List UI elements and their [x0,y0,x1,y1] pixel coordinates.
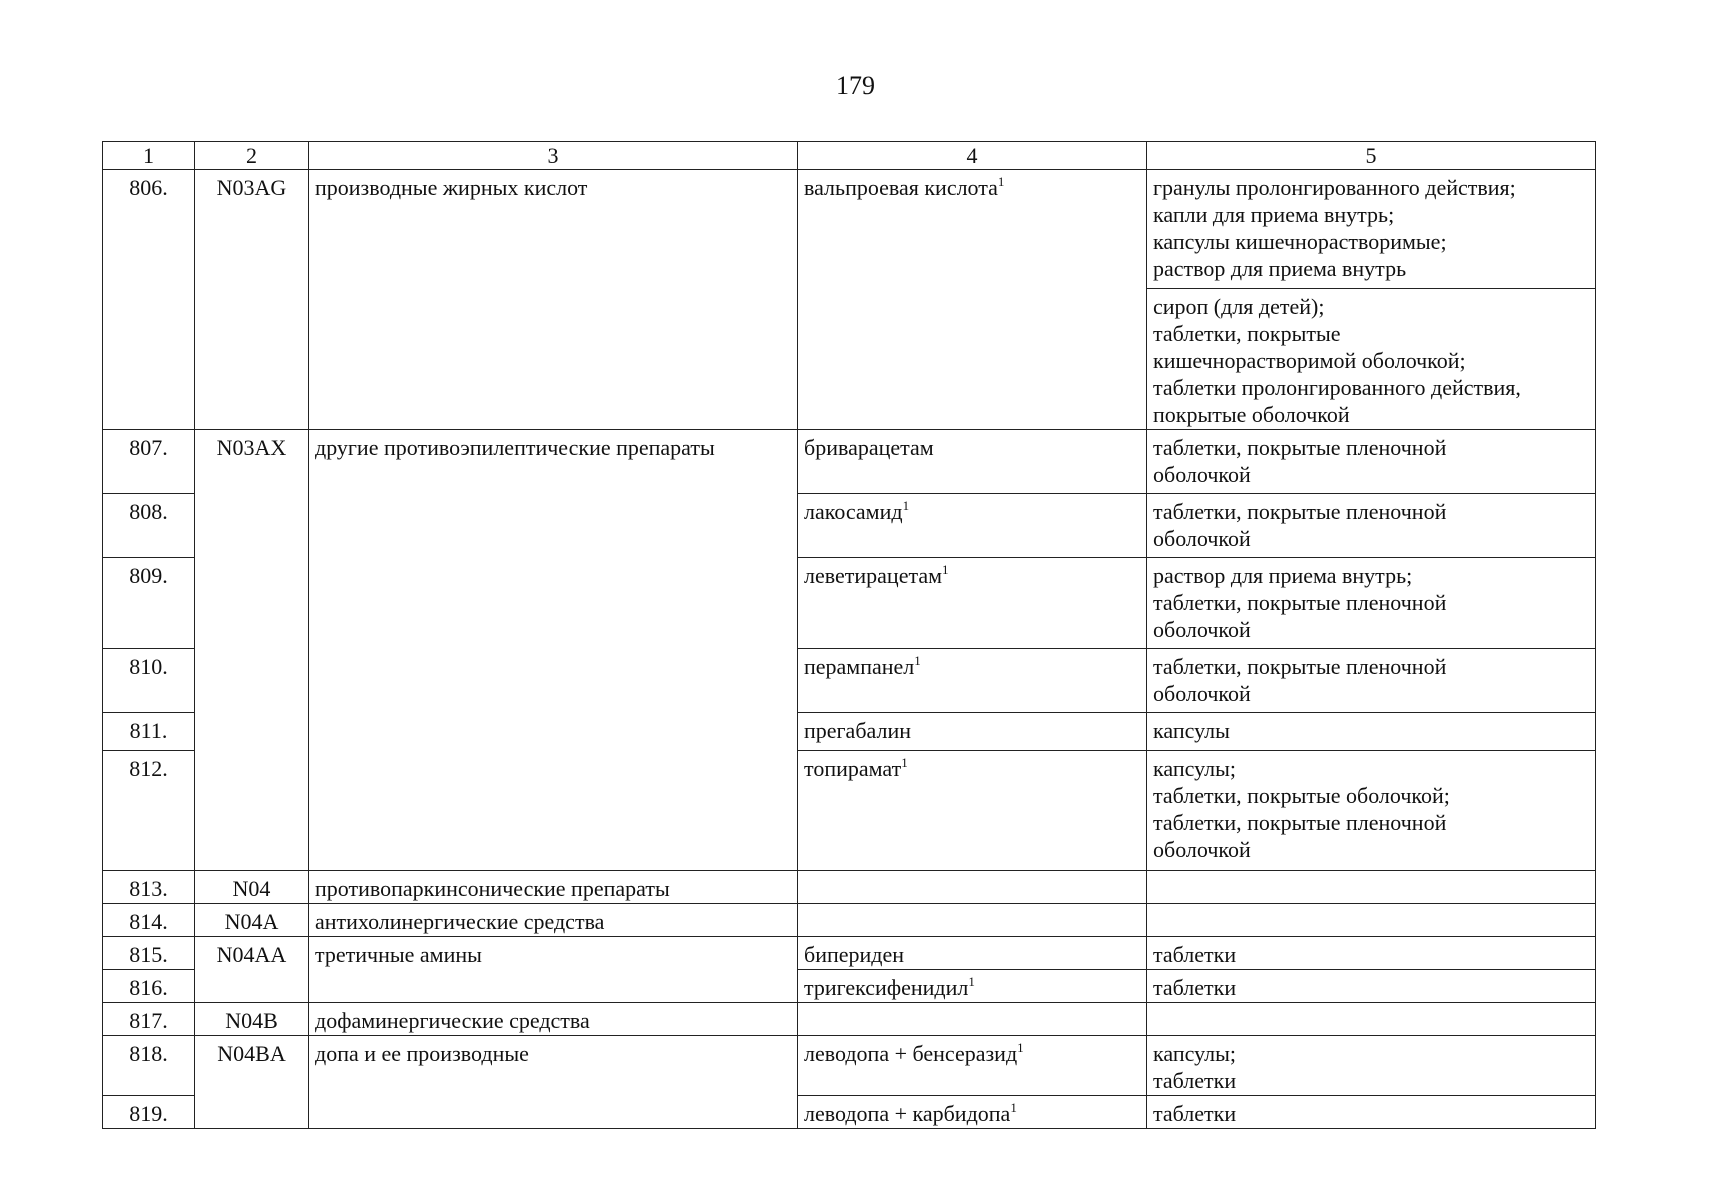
drug-name [798,1096,1147,1129]
footnote-mark: 1 [942,562,949,577]
table-row [103,170,1596,289]
dosage-form: капсулы; [1153,756,1236,781]
drug-name-text: леводопа + бенсеразид [804,1041,1018,1066]
row-number: 819. [103,1096,195,1129]
drug-name [798,713,1147,751]
drug-name [798,1036,1147,1096]
drug-name [798,970,1147,1003]
column-header: 2 [195,142,309,170]
dosage-form: таблетки, покрытые пленочной [1153,499,1447,524]
dosage-form: таблетки, покрытые пленочной [1153,810,1447,835]
dosage-forms [1147,430,1596,494]
dosage-form: таблетки [1153,975,1237,1000]
dosage-form: таблетки, покрытые оболочкой; [1153,783,1450,808]
dosage-form: таблетки пролонгированного действия, [1153,375,1521,400]
row-number: 812. [103,751,195,871]
drug-name-text: бриварацетам [804,435,934,460]
dosage-form: оболочкой [1153,681,1251,706]
dosage-forms [1147,751,1596,871]
drug-name [798,170,1147,430]
drug-name [798,937,1147,970]
dosage-forms [1147,904,1596,937]
dosage-form: таблетки [1153,942,1237,967]
page-number: 179 [836,71,875,100]
drug-name-text: леводопа + карбидопа [804,1101,1011,1126]
group-name: дофаминергические средства [309,1003,798,1036]
dosage-forms [1147,937,1596,970]
drug-name [798,1003,1147,1036]
drug-name-text: вальпроевая кислота [804,175,998,200]
dosage-form: оболочкой [1153,526,1251,551]
dosage-form: кишечнорастворимой оболочкой; [1153,348,1466,373]
dosage-form: оболочкой [1153,462,1251,487]
dosage-form: капсулы; [1153,1041,1236,1066]
drug-name [798,751,1147,871]
atc-code: N04AA [195,937,309,1003]
footnote-mark: 1 [914,653,921,668]
group-name: антихолинергические средства [309,904,798,937]
row-number: 806. [103,170,195,430]
table-row [103,871,1596,904]
drug-name-text: тригексифенидил [804,975,969,1000]
column-header: 4 [798,142,1147,170]
row-number: 816. [103,970,195,1003]
drug-name [798,494,1147,558]
dosage-form: таблетки [1153,1101,1237,1126]
group-name: допа и ее производные [309,1036,798,1129]
group-name: противопаркинсонические препараты [309,871,798,904]
dosage-form: раствор для приема внутрь; [1153,563,1413,588]
drug-name-text: леветирацетам [804,563,943,588]
group-name: производные жирных кислот [309,170,798,430]
row-number: 818. [103,1036,195,1096]
drug-name-text: бипериден [804,942,905,967]
footnote-mark: 1 [902,498,910,513]
dosage-forms [1147,713,1596,751]
row-number: 815. [103,937,195,970]
row-number: 809. [103,558,195,649]
dosage-form: покрытые оболочкой [1153,402,1350,427]
drug-name-text: лакосамид [804,499,903,524]
drug-name [798,558,1147,649]
column-header: 1 [103,142,195,170]
dosage-forms [1147,649,1596,713]
footnote-mark: 1 [1017,1040,1024,1055]
dosage-forms [1147,871,1596,904]
footnote-mark: 1 [968,974,975,989]
footnote-mark: 1 [997,174,1005,189]
row-number: 807. [103,430,195,494]
dosage-form: капсулы [1153,718,1230,743]
atc-code: N04 [195,871,309,904]
table-row [103,430,1596,494]
dosage-form: таблетки [1153,1068,1237,1093]
table-row [103,937,1596,970]
drug-name [798,430,1147,494]
footnote-mark: 1 [1010,1100,1017,1115]
table-row [103,1036,1596,1096]
dosage-form: гранулы пролонгированного действия; [1153,175,1516,200]
column-header: 5 [1147,142,1596,170]
drug-name [798,649,1147,713]
drug-name-text: перампанел [804,654,915,679]
atc-code: N03AG [195,170,309,430]
row-number: 817. [103,1003,195,1036]
atc-code: N04BA [195,1036,309,1129]
atc-code: N03AX [195,430,309,871]
drug-name-text: топирамат [804,756,902,781]
dosage-forms [1147,494,1596,558]
column-header: 3 [309,142,798,170]
dosage-forms [1147,170,1596,289]
dosage-form: оболочкой [1153,837,1251,862]
dosage-forms [1147,558,1596,649]
drug-name-text: прегабалин [804,718,912,743]
dosage-forms [1147,1036,1596,1096]
dosage-form: таблетки, покрытые пленочной [1153,435,1447,460]
row-number: 814. [103,904,195,937]
dosage-forms [1147,289,1596,430]
dosage-forms [1147,1003,1596,1036]
atc-code: N04B [195,1003,309,1036]
drug-name [798,871,1147,904]
dosage-form: сироп (для детей); [1153,294,1325,319]
footnote-mark: 1 [901,755,908,770]
row-number: 813. [103,871,195,904]
group-name: другие противоэпилептические препараты [309,430,798,871]
dosage-form: таблетки, покрытые [1153,321,1341,346]
row-number: 810. [103,649,195,713]
dosage-form: таблетки, покрытые пленочной [1153,590,1447,615]
table-row [103,1003,1596,1036]
dosage-form: таблетки, покрытые пленочной [1153,654,1447,679]
drug-name [798,904,1147,937]
atc-code: N04A [195,904,309,937]
group-name: третичные амины [309,937,798,1003]
dosage-forms [1147,1096,1596,1129]
drug-table [102,141,1596,1129]
dosage-form: раствор для приема внутрь [1153,256,1407,281]
table-row [103,904,1596,937]
dosage-form: капли для приема внутрь; [1153,202,1395,227]
dosage-forms [1147,970,1596,1003]
table-header-row [103,142,1596,170]
dosage-form: капсулы кишечнорастворимые; [1153,229,1447,254]
dosage-form: оболочкой [1153,617,1251,642]
row-number: 808. [103,494,195,558]
row-number: 811. [103,713,195,751]
